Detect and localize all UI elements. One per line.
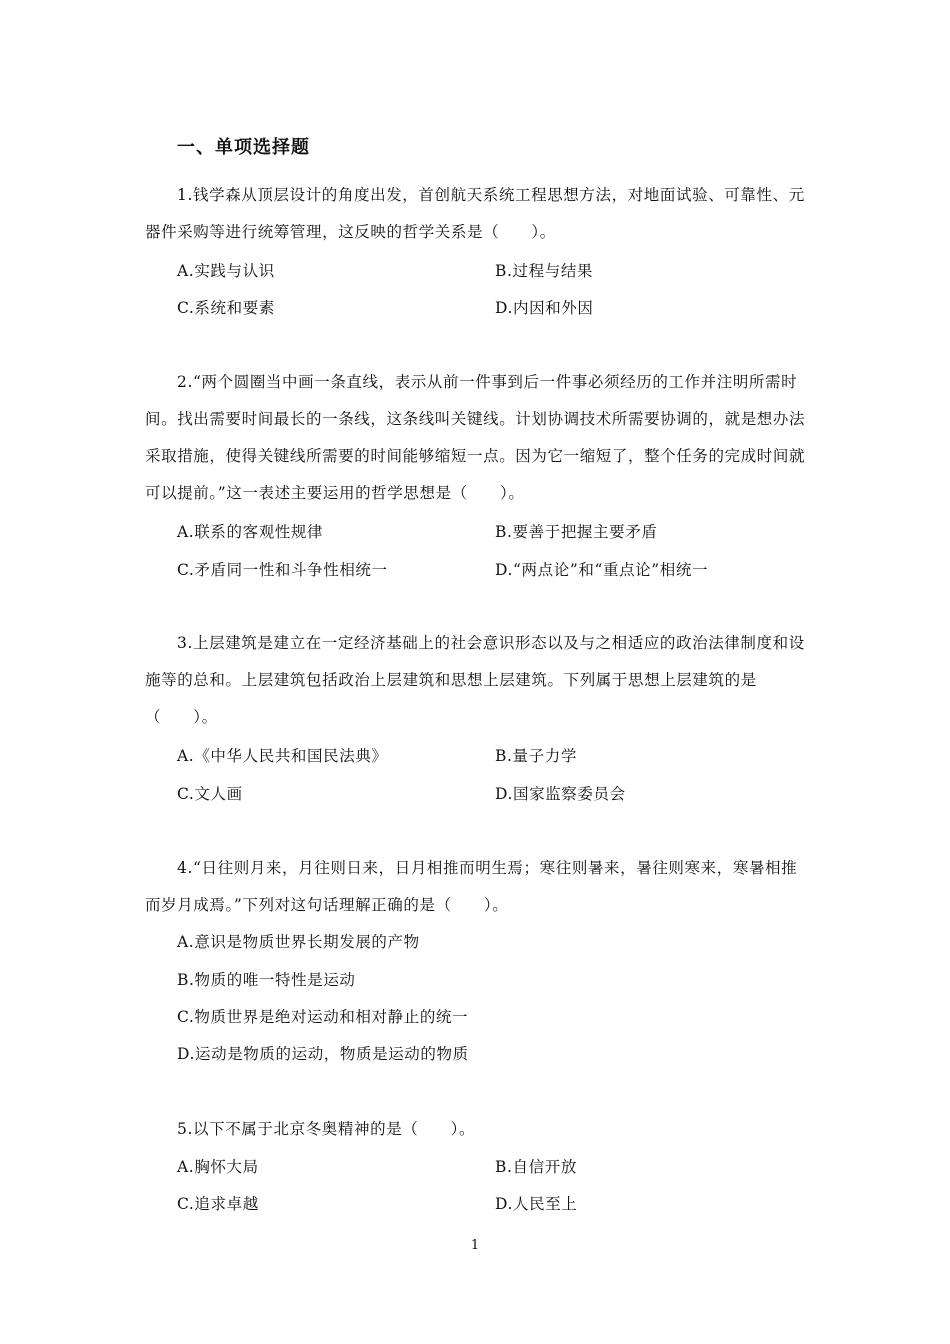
question-2-stem: 2.“两个圆圈当中画一条直线，表示从前一件事到后一件事必须经历的工作并注明所需时间。找出需要时间最长的一条线，这条线叫关键线。计划协调技术所需要协调的，就是想办法采取措施，使得关键线所需要的时间能够缩短一点。因为它一缩短了，整个任务的完成时间就可以提前。”这一表述主要运用的哲学思想是（ ）。 [145, 373, 806, 502]
question-5-option-b: B.自信开放 [495, 1158, 577, 1176]
question-2-option-b: B.要善于把握主要矛盾 [495, 523, 658, 541]
question-4-stem: 4.“日往则月来，月往则日来，日月相推而明生焉；寒往则暑来，暑往则寒来，寒暑相推而岁月成焉。”下列对这句话理解正确的是（ ）。 [145, 859, 798, 914]
question-5-option-c: C.追求卓越 [177, 1195, 259, 1213]
question-1-option-d: D.内因和外因 [495, 299, 594, 317]
question-5-stem: 5.以下不属于北京冬奥精神的是（ ）。 [177, 1120, 476, 1138]
question-1-option-c: C.系统和要素 [177, 299, 275, 317]
question-1-option-b: B.过程与结果 [495, 262, 594, 280]
question-3-option-b: B.量子力学 [495, 747, 577, 765]
question-3-stem: 3.上层建筑是建立在一定经济基础上的社会意识形态以及与之相适应的政治法律制度和设施等的总和。上层建筑包括政治上层建筑和思想上层建筑。下列属于思想上层建筑的是（ ）。 [145, 634, 805, 726]
page-number: 1 [470, 1238, 480, 1253]
question-2-option-a: A.联系的客观性规律 [177, 523, 324, 541]
question-5-option-a: A.胸怀大局 [177, 1158, 259, 1176]
question-4-option-d: D.运动是物质的运动，物质是运动的物质 [177, 1045, 469, 1063]
question-2-option-c: C.矛盾同一性和斗争性相统一 [177, 561, 388, 579]
section-title: 一、单项选择题 [177, 137, 310, 158]
question-1-option-a: A.实践与认识 [177, 262, 275, 280]
question-3-option-c: C.文人画 [177, 785, 243, 803]
question-1-stem: 1.钱学森从顶层设计的角度出发，首创航天系统工程思想方法，对地面试验、可靠性、元器件采购等进行统筹管理，这反映的哲学关系是（ ）。 [145, 186, 805, 241]
question-2-option-d: D.“两点论”和“重点论”相统一 [495, 561, 709, 579]
question-5-option-d: D.人民至上 [495, 1195, 578, 1213]
question-4-option-b: B.物质的唯一特性是运动 [177, 971, 356, 989]
question-4-option-c: C.物质世界是绝对运动和相对静止的统一 [177, 1008, 469, 1026]
question-3-option-d: D.国家监察委员会 [495, 785, 626, 803]
question-3-option-a: A.《中华人民共和国民法典》 [177, 747, 388, 765]
question-4-option-a: A.意识是物质世界长期发展的产物 [177, 933, 420, 951]
